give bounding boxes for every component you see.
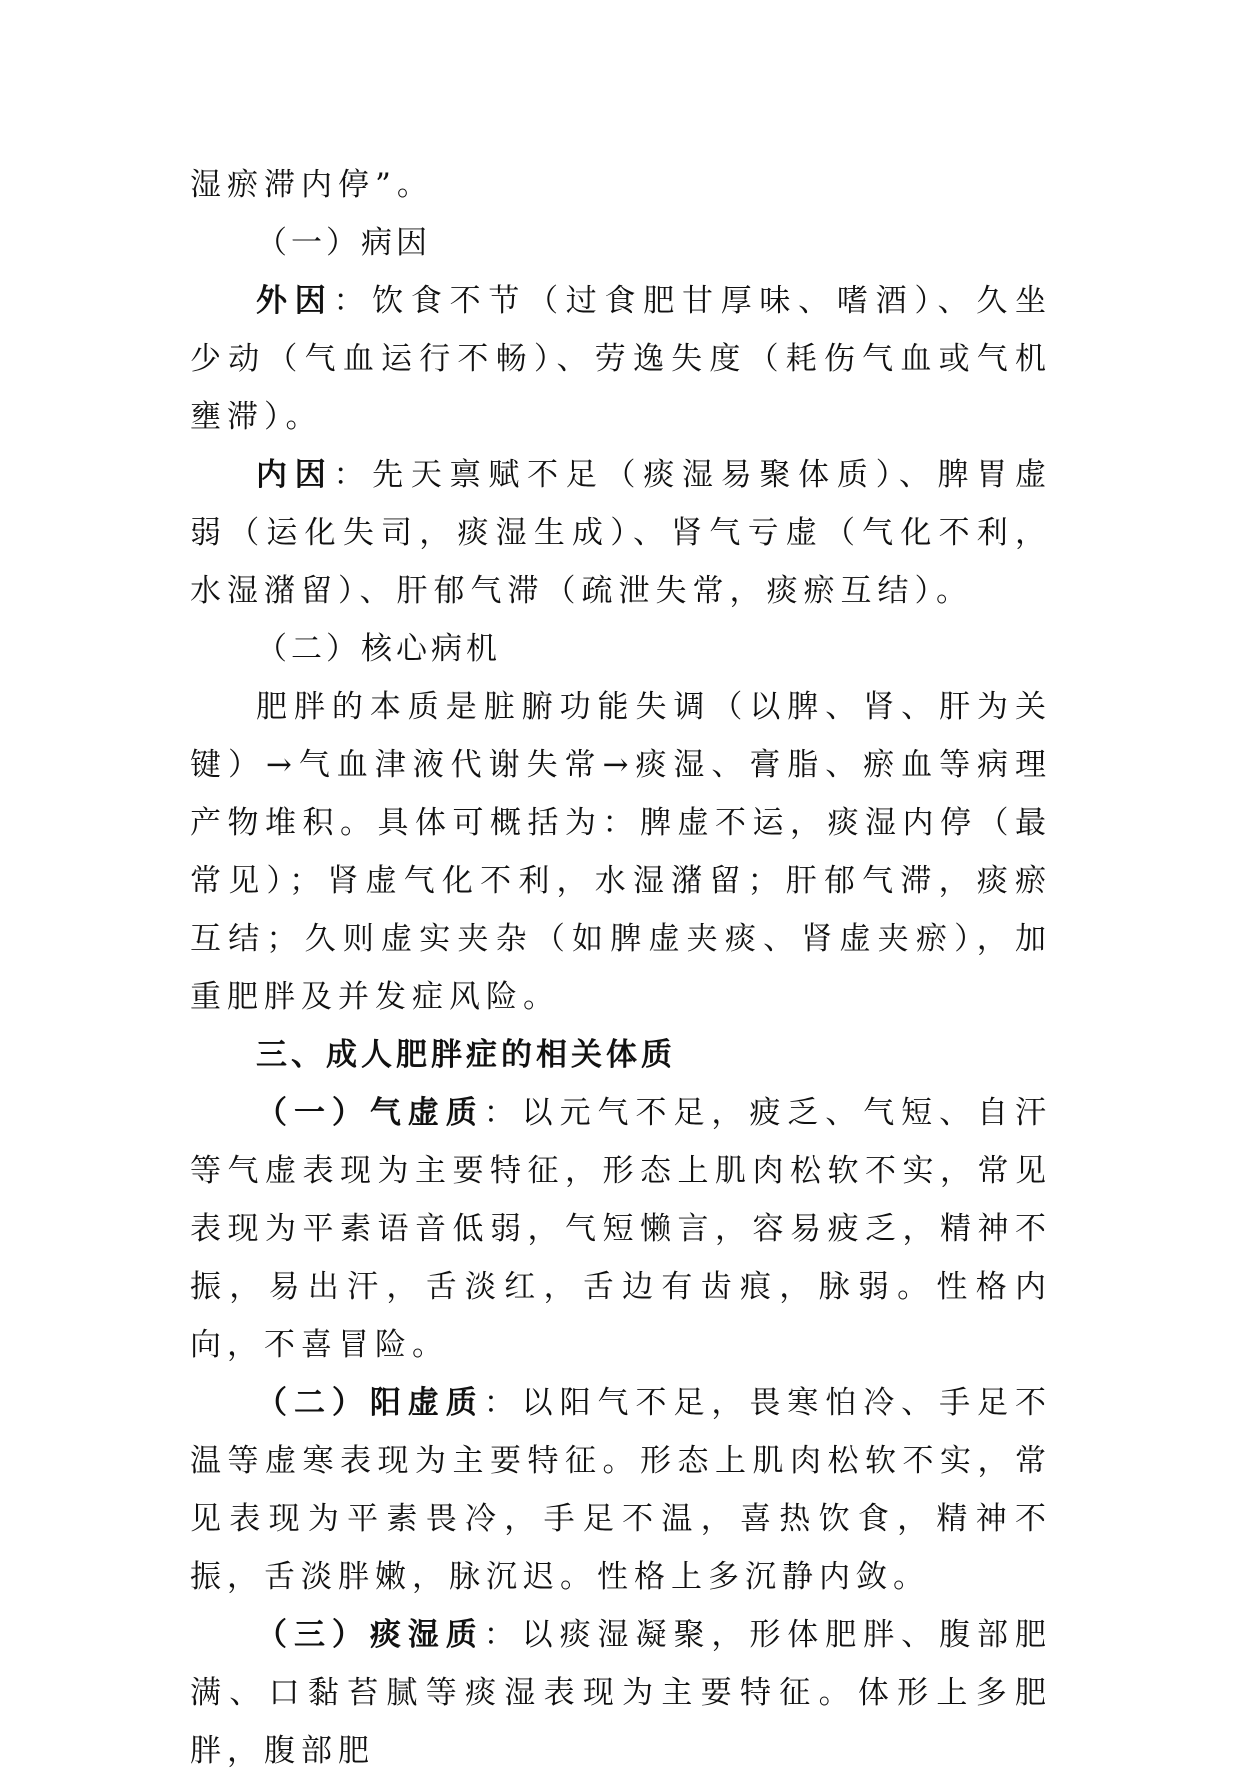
heading-cause: （一）病因 bbox=[256, 225, 431, 261]
phlegm-dampness-text: ：以痰湿凝聚，形体肥胖、腹部肥满、口黏苔腻等痰湿表现为主要特征。体形上多肥胖，腹部肥 bbox=[190, 1617, 1053, 1769]
paragraph-internal-cause bbox=[190, 446, 1052, 620]
paragraph-yang-deficiency bbox=[190, 1374, 1052, 1606]
yang-deficiency-label: （二）阳虚质 bbox=[256, 1385, 484, 1421]
qi-deficiency-label: （一）气虚质 bbox=[256, 1095, 484, 1131]
paragraph-external-cause bbox=[190, 272, 1052, 446]
external-cause-label: 外因 bbox=[256, 283, 334, 319]
paragraph-core-mechanism: 肥胖的本质是脏腑功能失调（以脾、肾、肝为关键）→气血津液代谢失常→痰湿、膏脂、瘀血等病理产物堆积。具体可概括为：脾虚不运，痰湿内停（最常见）；肾虚气化不利，水湿潴留；肝郁气滞，痰瘀互结；久则虚实夹杂（如脾虚夹痰、肾虚夹瘀），加重肥胖及并发症风险。 bbox=[190, 689, 1052, 1015]
internal-cause-label: 内因 bbox=[256, 457, 334, 493]
section-heading-constitution: 三、成人肥胖症的相关体质 bbox=[256, 1037, 676, 1073]
yang-deficiency-text: ：以阳气不足，畏寒怕冷、手足不温等虚寒表现为主要特征。形态上肌肉松软不实，常见表现为平素畏冷，手足不温，喜热饮食，精神不振，舌淡胖嫩，脉沉迟。性格上多沉静内敛。 bbox=[190, 1385, 1053, 1595]
paragraph-continuation: 湿瘀滞内停”。 bbox=[190, 167, 434, 203]
paragraph-qi-deficiency bbox=[190, 1084, 1052, 1374]
phlegm-dampness-label: （三）痰湿质 bbox=[256, 1617, 484, 1653]
internal-cause-text: ：先天禀赋不足（痰湿易聚体质）、脾胃虚弱（运化失司，痰湿生成）、肾气亏虚（气化不利，水湿潴留）、肝郁气滞（疏泄失常，痰瘀互结）。 bbox=[190, 457, 1053, 609]
document-body bbox=[190, 156, 1052, 1780]
qi-deficiency-text: ：以元气不足，疲乏、气短、自汗等气虚表现为主要特征，形态上肌肉松软不实，常见表现为平素语音低弱，气短懒言，容易疲乏，精神不振，易出汗，舌淡红，舌边有齿痕，脉弱。性格内向，不喜冒险。 bbox=[190, 1095, 1053, 1363]
heading-core-mechanism: （二）核心病机 bbox=[256, 631, 501, 667]
external-cause-text: ：饮食不节（过食肥甘厚味、嗜酒）、久坐少动（气血运行不畅）、劳逸失度（耗伤气血或气机壅滞）。 bbox=[190, 283, 1053, 435]
